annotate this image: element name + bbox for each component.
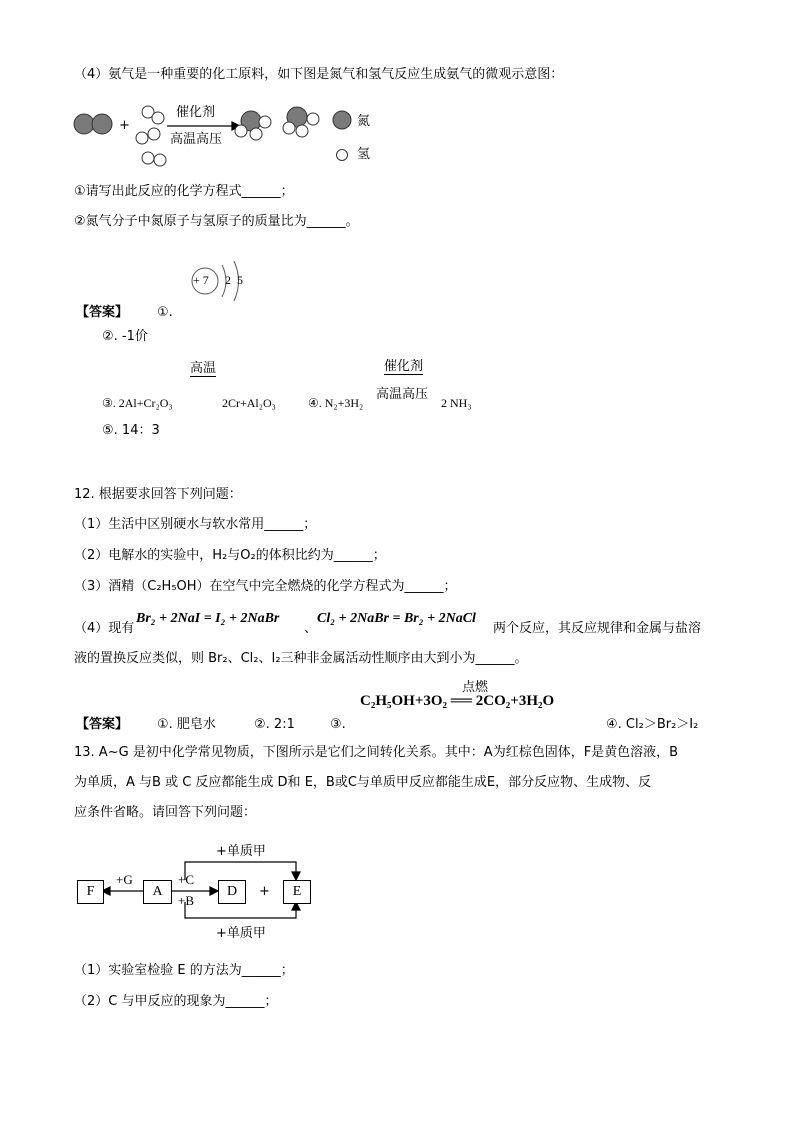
q11-answer-label: 【答案】 <box>76 305 129 320</box>
q12-part2: （2）电解水的实验中，H₂与O₂的体积比约为______； <box>74 548 386 563</box>
q12-answer-label: 【答案】 <box>76 717 129 732</box>
q12-part4-eq1: Br₂ + 2NaI = I₂ + 2NaBr <box>136 611 280 626</box>
q11-answer-4-right: 2 NH₃ <box>441 396 472 410</box>
diagram-box-d: D <box>218 880 246 904</box>
q12-answer-condition: 点燃 <box>462 680 489 695</box>
q11-sub2: ②氮气分子中氮原子与氢原子的质量比为______。 <box>74 214 359 229</box>
q11-part4-intro: （4）氨气是一种重要的化工原料，如下图是氮气和氢气反应生成氨气的微观示意图： <box>74 67 564 82</box>
arrow-condition-pressure: 高温高压 <box>170 132 223 147</box>
diagram-bottom-label: +单质甲 <box>216 926 266 941</box>
legend-hydrogen-icon <box>337 150 348 161</box>
atom-nucleus-label: + 7 <box>193 273 209 287</box>
q13-part2: （2）C 与甲反应的现象为______； <box>74 994 278 1009</box>
diagram-g-label: +G <box>116 872 133 887</box>
q11-ans4-condition-top: 催化剂 <box>384 359 424 374</box>
q13-line2: 为单质，A 与B 或 C 反应都能生成 D和 E，B或C与单质甲反应都能生成E，部分反应物、生成物、反 <box>74 775 652 790</box>
q12-title: 12. 根据要求回答下列问题： <box>74 487 242 502</box>
q11-ans4-condition-bottom: 高温高压 <box>376 387 429 402</box>
diagram-top-label: +单质甲 <box>216 844 266 859</box>
arrow-condition-catalyst: 催化剂 <box>176 105 216 120</box>
legend-nitrogen-icon <box>333 111 351 129</box>
q11-answer-1: ①. <box>157 305 173 320</box>
h2-molecules-icon <box>136 106 166 166</box>
q12-part4-eq2: Cl₂ + 2NaBr = Br₂ + 2NaCl <box>317 611 476 626</box>
q12-part4-line2: 液的置换反应类似，则 Br₂、Cl₂、I₂三种非金属活动性顺序由大到小为______。 <box>74 651 528 666</box>
atom-shell1-count: 2 <box>225 273 231 287</box>
q12-answer-equation: C₂H₅OH+3O₂ ══ 2CO₂+3H₂O <box>360 693 555 709</box>
q12-part3: （3）酒精（C₂H₅OH）在空气中完全燃烧的化学方程式为______； <box>74 579 457 594</box>
atom-shell2-count: 5 <box>237 273 243 287</box>
n2-molecule-icon <box>74 114 112 134</box>
q12-part4-separator: 、 <box>304 621 318 636</box>
diagram-b-label: +B <box>178 893 195 908</box>
diagram-c-label: +C <box>178 872 195 887</box>
diagram-box-e: E <box>283 880 311 904</box>
diagram-box-f: F <box>77 880 104 904</box>
q11-answer-5: ⑤. 14：3 <box>102 423 160 438</box>
nh3-molecule-icon <box>235 111 271 140</box>
q12-answer-1: ①. 肥皂水 <box>157 717 216 732</box>
q11-sub1: ①请写出此反应的化学方程式______； <box>74 184 294 199</box>
reaction-arrow-icon <box>167 122 240 130</box>
q11-answer-3-right: 2Cr+Al₂O₃ <box>222 396 276 410</box>
q12-part4-prefix: （4）现有 <box>74 621 135 636</box>
reactant-plus: + <box>119 118 130 133</box>
q11-answer-3-left: ③. 2Al+Cr₂O₃ <box>102 396 173 410</box>
q12-answer-4: ④. Cl₂＞Br₂＞I₂ <box>606 717 699 732</box>
q12-part4-suffix: 两个反应，其反应规律和金属与盐溶 <box>493 621 702 636</box>
diagram-box-a: A <box>143 880 172 904</box>
q13-line1: 13. A~G 是初中化学常见物质，下图所示是它们之间转化关系。其中：A为红棕色固体，F是黄色溶液，B <box>74 745 679 760</box>
nh3-molecule-icon <box>283 107 319 137</box>
q11-ans3-condition: 高温 <box>190 361 217 376</box>
q12-answer-2: ②. 2:1 <box>254 717 295 732</box>
q13-part1: （1）实验室检验 E 的方法为______； <box>74 963 294 978</box>
q11-answer-2: ②. -1价 <box>102 329 148 344</box>
legend-nitrogen-label: 氮 <box>357 114 371 129</box>
diagram-plus: + <box>259 884 270 899</box>
flow-diagram-connectors <box>102 862 300 918</box>
q12-answer-3: ③. <box>330 717 346 732</box>
q11-answer-4-left: ④. N₂+3H₂ <box>308 396 364 410</box>
q13-line3: 应条件省略。请回答下列问题： <box>74 805 257 820</box>
legend-hydrogen-label: 氢 <box>357 147 371 162</box>
q12-part1: （1）生活中区别硬水与软水常用______； <box>74 517 317 532</box>
